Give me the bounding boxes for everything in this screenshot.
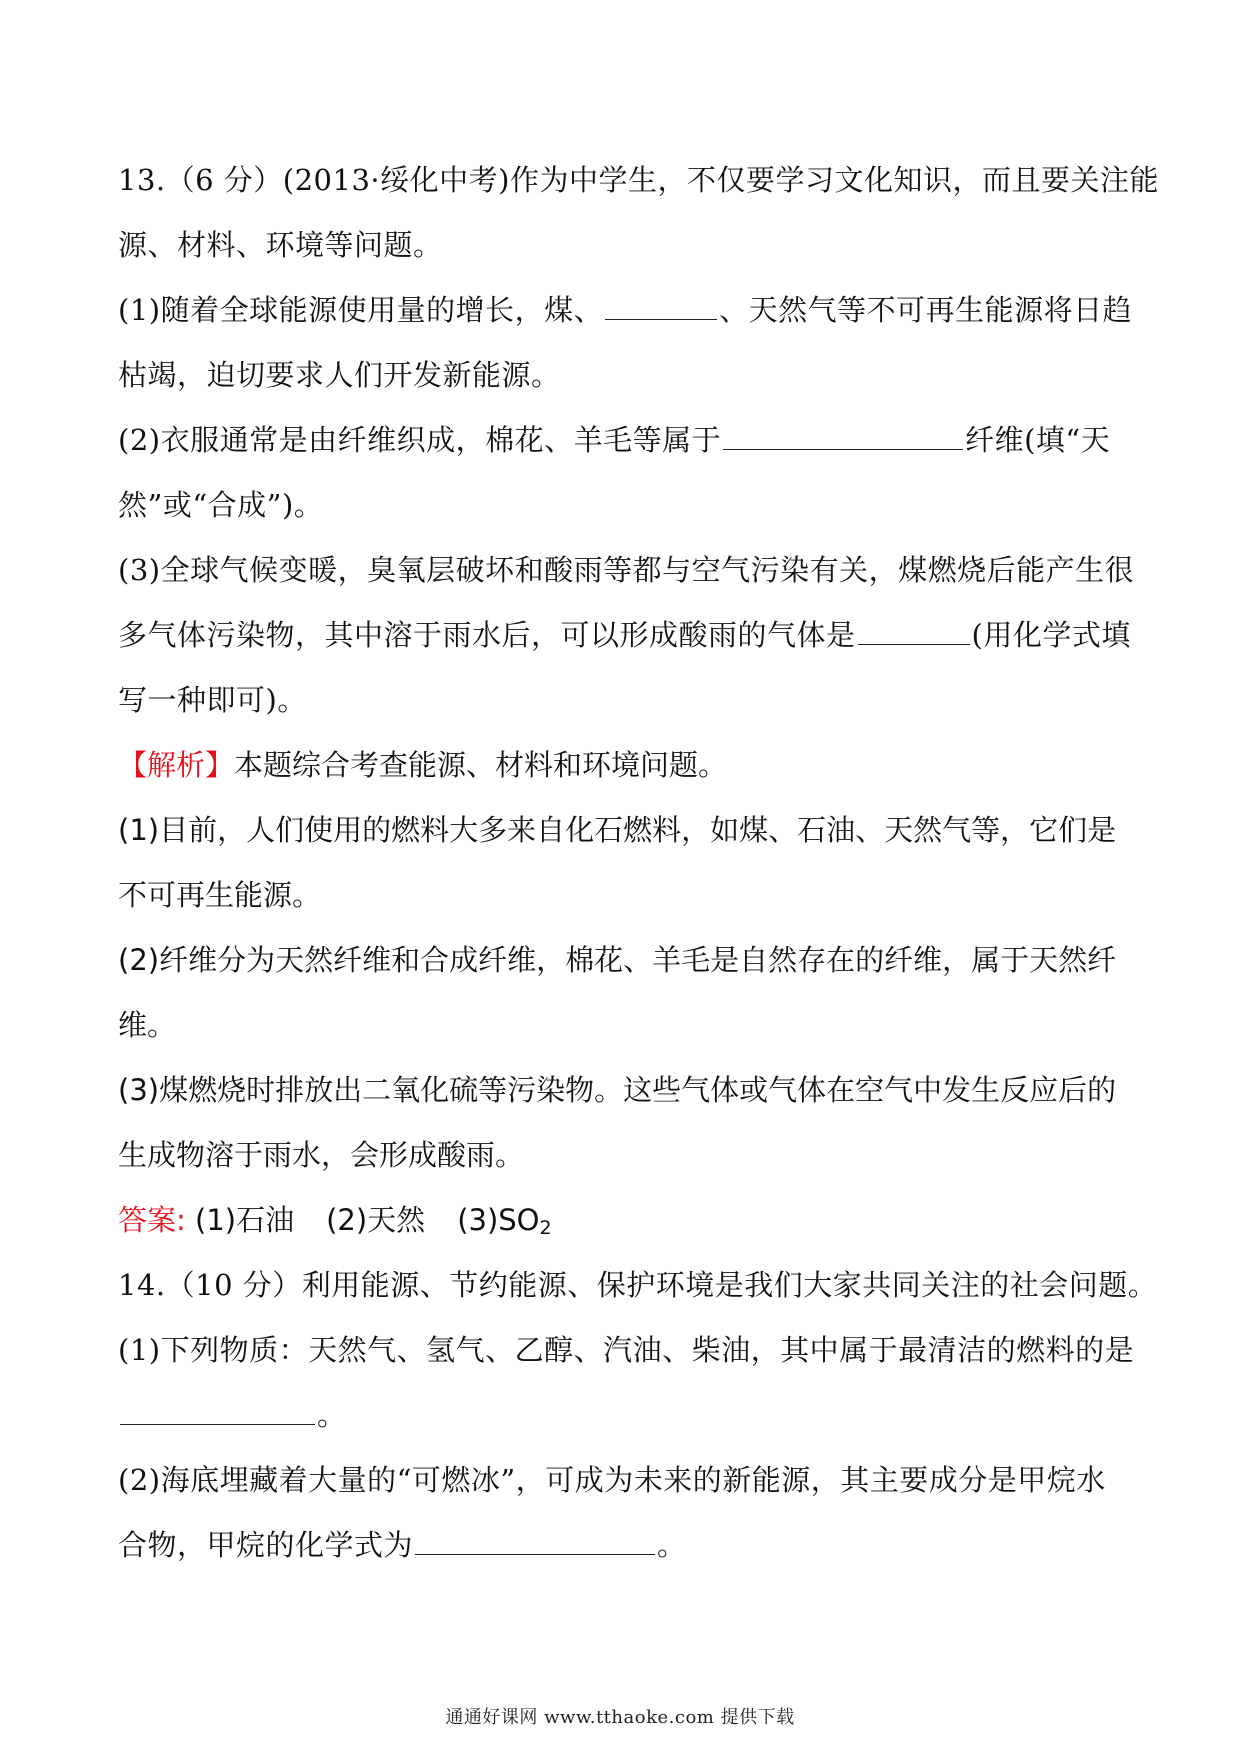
- q13-part1-text-b: 、天然气等不可再生能源将日趋: [719, 293, 1133, 327]
- analysis-intro: 本题综合考查能源、材料和环境问题。: [234, 748, 728, 782]
- analysis-tag: 【解析】: [118, 748, 235, 782]
- q14-part2-text-a: 合物，甲烷的化学式为: [118, 1528, 414, 1562]
- q13-part2-text-b: 纤维(填“天: [965, 423, 1111, 457]
- q13-part3-line1: (3)全球气候变暖，臭氧层破坏和酸雨等都与空气污染有关，煤燃烧后能产生很: [118, 553, 1135, 587]
- q14-part2-line2: [118, 1513, 1128, 1578]
- q13-part2-line1: [118, 408, 1128, 473]
- analysis-heading: [118, 733, 1128, 798]
- analysis-part2-line1: (2)纤维分为天然纤维和合成纤维，棉花、羊毛是自然存在的纤维，属于天然纤: [118, 943, 1117, 977]
- q13-part1-text-a: (1)随着全球能源使用量的增长，煤、: [118, 293, 604, 327]
- q14-part1-line1: (1)下列物质：天然气、氢气、乙醇、汽油、柴油，其中属于最清洁的燃料的是: [118, 1333, 1135, 1367]
- answer-3: [457, 1203, 551, 1237]
- q13-part3-text-a: 多气体污染物，其中溶于雨水后，可以形成酸雨的气体是: [118, 618, 856, 652]
- q13-line2: 源、材料、环境等问题。: [118, 228, 443, 262]
- answer-line: [118, 1188, 1128, 1253]
- q14-line1: 14.（10 分）利用能源、节约能源、保护环境是我们大家共同关注的社会问题。: [118, 1268, 1158, 1302]
- q13-line1: 13.（6 分）(2013·绥化中考)作为中学生，不仅要学习文化知识，而且要关注能: [118, 163, 1159, 197]
- q13-part2-line2: 然”或“合成”)。: [118, 488, 324, 522]
- q14-part2-line1: (2)海底埋藏着大量的“可燃冰”，可成为未来的新能源，其主要成分是甲烷水: [118, 1463, 1106, 1497]
- analysis-part1-line1: (1)目前，人们使用的燃料大多来自化石燃料，如煤、石油、天然气等，它们是: [118, 813, 1117, 847]
- q13-part1-line2: 枯竭，迫切要求人们开发新能源。: [118, 358, 561, 392]
- analysis-part3-line2: 生成物溶于雨水，会形成酸雨。: [118, 1138, 525, 1172]
- q14-part1-blank[interactable]: [120, 1398, 315, 1425]
- q13-part1-line1: [118, 278, 1133, 343]
- content-area: [118, 148, 1159, 1578]
- q13-part3-line2: [118, 603, 1131, 668]
- analysis-part3-line1: (3)煤燃烧时排放出二氧化硫等污染物。这些气体或气体在空气中发生反应后的: [118, 1073, 1117, 1107]
- q13-part3-blank[interactable]: [858, 618, 970, 645]
- answer-1: (1)石油: [195, 1203, 295, 1237]
- answer-3-prefix: (3)SO: [457, 1203, 540, 1237]
- answer-label: 答案:: [118, 1203, 186, 1237]
- q14-part1-line2: [118, 1383, 1128, 1448]
- q14-part2-blank[interactable]: [415, 1528, 655, 1555]
- page-footer: 通通好课网 www.tthaoke.com 提供下载: [445, 1707, 795, 1728]
- q13-part2-text-a: (2)衣服通常是由纤维织成，棉花、羊毛等属于: [118, 423, 722, 457]
- q14-part1-end: 。: [317, 1398, 347, 1432]
- q14-part2-end: 。: [657, 1528, 687, 1562]
- analysis-part1-line2: 不可再生能源。: [118, 878, 322, 912]
- q13-part3-line3: 写一种即可)。: [118, 683, 307, 717]
- answer-2: (2)天然: [326, 1203, 426, 1237]
- answer-3-subscript: 2: [539, 1217, 552, 1239]
- q13-part1-blank[interactable]: [605, 293, 717, 320]
- q13-part2-blank[interactable]: [723, 423, 963, 450]
- analysis-part2-line2: 维。: [118, 1008, 177, 1042]
- q13-part3-text-b: (用化学式填: [971, 618, 1131, 652]
